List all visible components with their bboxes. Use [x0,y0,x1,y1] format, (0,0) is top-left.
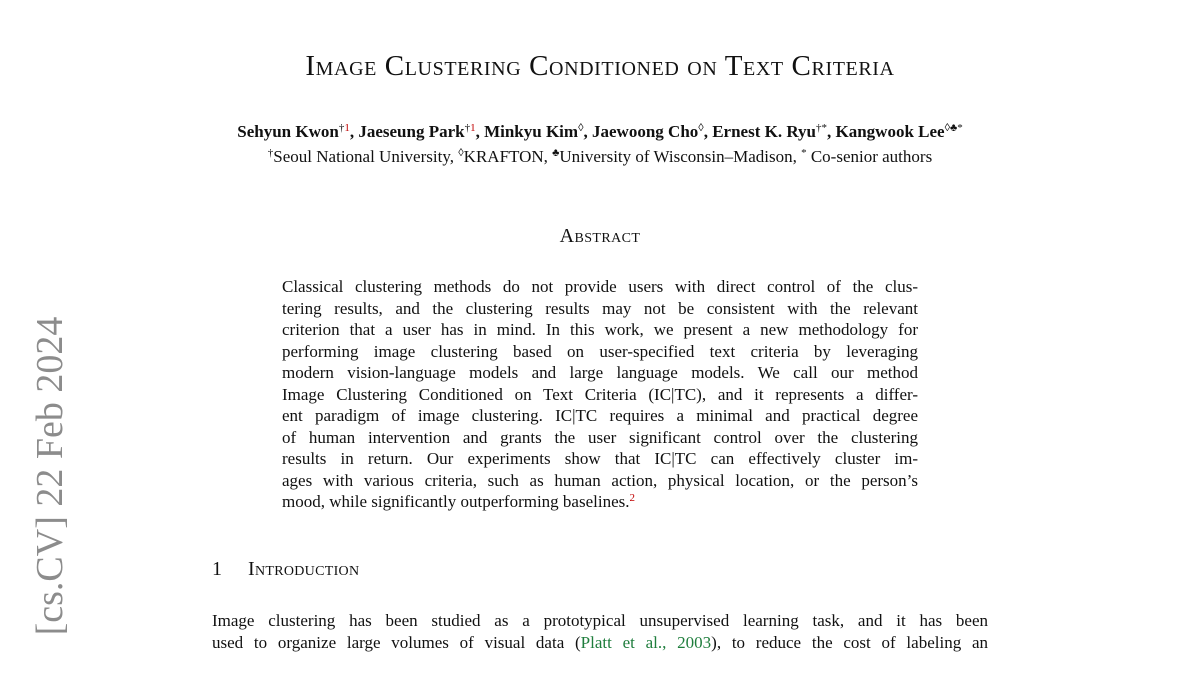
author-affiliation-mark: ◊ [578,122,584,134]
author-affiliation-mark: †* [816,122,827,134]
author-entry [358,122,484,141]
affiliation-list [0,147,1200,167]
abstract-heading: Abstract [559,225,641,247]
author-entry [484,122,592,141]
abstract-line: Image Clustering Conditioned on Text Criteria (IC|TC), and it represents a differ- [282,384,918,404]
affiliation-text: University of Wisconsin–Madison, [559,147,802,166]
author-entry [237,122,358,141]
affiliation-text: Co-senior authors [806,147,933,166]
intro-line: Image clustering has been studied as a prototypical unsupervised learning task, and it has been [212,611,988,630]
author-affiliation-mark: ◊ [698,122,704,134]
author-separator: , [583,122,593,141]
affiliation-text: KRAFTON, [463,147,553,166]
author-footnote-link[interactable]: 1 [470,122,476,134]
author-name: Minkyu Kim [484,122,579,141]
author-list [0,122,1200,142]
introduction-body [212,610,988,653]
author-footnote-link[interactable]: 1 [344,122,350,134]
intro-line [212,632,988,654]
author-name: Kangwook Lee [835,122,945,141]
author-name: Jaewoong Cho [592,122,699,141]
author-separator: , [827,122,836,141]
intro-text: ), to reduce the cost of labeling an [711,632,988,652]
affiliation-mark: ♣ [552,147,560,159]
abstract-last-line [282,491,918,513]
intro-text: used to organize large volumes of visual data ( [212,632,581,652]
author-affiliation-mark: † [464,122,471,134]
abstract-body [282,276,918,513]
abstract-line: ages with various criteria, such as human action, physical location, or the person’s [282,470,918,490]
abstract-line: ent paradigm of image clustering. IC|TC requires a minimal and practical degree [282,406,918,425]
author-entry [712,122,835,141]
author-name: Sehyun Kwon [237,122,339,141]
author-entry [592,122,712,141]
affiliation-mark: ◊ [458,147,464,159]
abstract-footnote-link[interactable]: 2 [629,492,635,504]
author-name: Ernest K. Ryu [712,122,816,141]
arxiv-side-stamp: [cs.CV] 22 Feb 2024 [29,316,71,636]
abstract-line: modern vision-language models and large language models. We call our method [282,363,918,382]
abstract-line: tering results, and the clustering results may not be consistent with the relevant [282,298,918,318]
abstract-line: of human intervention and grants the user significant control over the clustering [282,427,918,447]
section-heading-introduction [212,558,359,581]
affiliation-text: Seoul National University, [273,147,459,166]
abstract-line: criterion that a user has in mind. In this work, we present a new methodology for [282,320,918,339]
abstract-line: Classical clustering methods do not provide users with direct control of the clus- [282,277,918,296]
abstract-line: results in return. Our experiments show that IC|TC can effectively cluster im- [282,449,918,468]
abstract-line: mood, while significantly outperforming baselines. [282,492,630,511]
paper-title: Image Clustering Conditioned on Text Criteria [305,50,895,82]
abstract-line: performing image clustering based on user-specified text criteria by leveraging [282,341,918,361]
author-separator: , [475,122,485,141]
author-affiliation-mark: ◊♣* [944,122,963,134]
author-separator: , [703,122,713,141]
author-affiliation-mark: † [338,122,345,134]
author-separator: , [349,122,359,141]
section-number: 1 [212,558,222,580]
author-entry [836,122,963,141]
section-title: Introduction [248,558,360,580]
citation-link[interactable]: Platt et al., 2003 [580,632,712,652]
affiliation-mark: * [801,147,807,159]
author-name: Jaeseung Park [358,122,465,141]
affiliation-mark: † [267,147,274,159]
